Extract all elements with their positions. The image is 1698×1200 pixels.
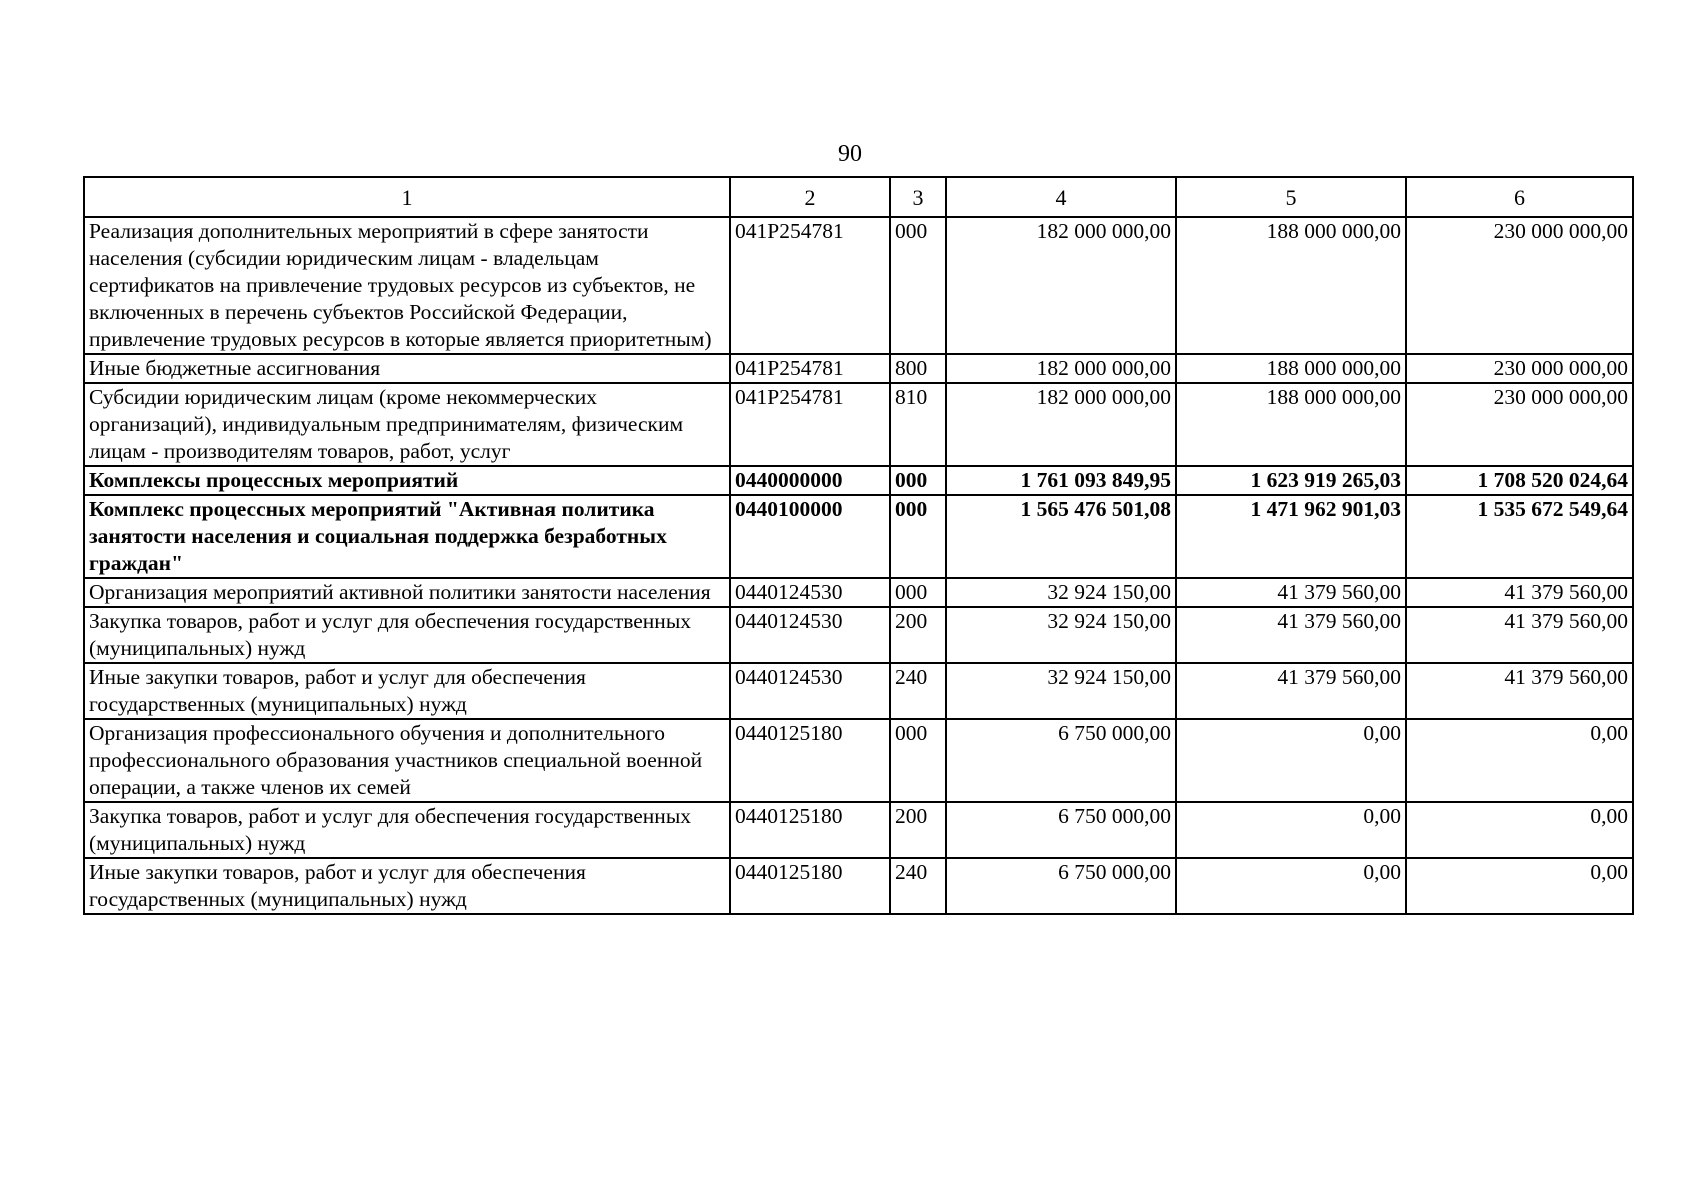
row-value-5: 41 379 560,00 bbox=[1176, 663, 1406, 719]
table-row bbox=[84, 495, 1633, 578]
row-name: Иные закупки товаров, работ и услуг для обеспечения государственных (муниципальных) нужд bbox=[84, 663, 730, 719]
row-name: Комплексы процессных мероприятий bbox=[84, 466, 730, 495]
row-name: Иные бюджетные ассигнования bbox=[84, 354, 730, 383]
row-value-6: 41 379 560,00 bbox=[1406, 578, 1633, 607]
column-header-1: 1 bbox=[84, 177, 730, 217]
row-value-5: 0,00 bbox=[1176, 719, 1406, 802]
table-row bbox=[84, 383, 1633, 466]
row-kvr: 200 bbox=[890, 802, 946, 858]
row-code: 0440125180 bbox=[730, 802, 890, 858]
row-kvr: 200 bbox=[890, 607, 946, 663]
table-row bbox=[84, 354, 1633, 383]
row-kvr: 800 bbox=[890, 354, 946, 383]
row-value-4: 32 924 150,00 bbox=[946, 607, 1176, 663]
row-value-6: 230 000 000,00 bbox=[1406, 217, 1633, 354]
row-value-5: 1 471 962 901,03 bbox=[1176, 495, 1406, 578]
row-value-5: 41 379 560,00 bbox=[1176, 607, 1406, 663]
row-value-4: 6 750 000,00 bbox=[946, 858, 1176, 914]
row-kvr: 240 bbox=[890, 663, 946, 719]
budget-table bbox=[83, 176, 1634, 915]
row-code: 0440125180 bbox=[730, 858, 890, 914]
row-value-6: 41 379 560,00 bbox=[1406, 607, 1633, 663]
row-name: Реализация дополнительных мероприятий в сфере занятости населения (субсидии юридическим лицам - владельцам сертификатов на привлечение трудовых ресурсов из субъектов, не включенных в перечень субъектов Российской Федерации, привлечение трудовых ресурсов в которые является приоритетным) bbox=[84, 217, 730, 354]
column-header-2: 2 bbox=[730, 177, 890, 217]
row-value-4: 1 761 093 849,95 bbox=[946, 466, 1176, 495]
row-kvr: 000 bbox=[890, 495, 946, 578]
row-name: Иные закупки товаров, работ и услуг для обеспечения государственных (муниципальных) нужд bbox=[84, 858, 730, 914]
row-code: 041P254781 bbox=[730, 383, 890, 466]
page-number: 90 bbox=[838, 141, 862, 167]
table-row bbox=[84, 607, 1633, 663]
column-header-3: 3 bbox=[890, 177, 946, 217]
row-value-6: 230 000 000,00 bbox=[1406, 354, 1633, 383]
row-value-6: 230 000 000,00 bbox=[1406, 383, 1633, 466]
row-value-4: 1 565 476 501,08 bbox=[946, 495, 1176, 578]
row-value-4: 6 750 000,00 bbox=[946, 719, 1176, 802]
row-code: 0440124530 bbox=[730, 663, 890, 719]
table-row bbox=[84, 802, 1633, 858]
row-value-5: 0,00 bbox=[1176, 802, 1406, 858]
table-row bbox=[84, 217, 1633, 354]
row-kvr: 000 bbox=[890, 217, 946, 354]
column-header-4: 4 bbox=[946, 177, 1176, 217]
table-row bbox=[84, 719, 1633, 802]
column-header-5: 5 bbox=[1176, 177, 1406, 217]
row-value-5: 0,00 bbox=[1176, 858, 1406, 914]
row-value-4: 182 000 000,00 bbox=[946, 354, 1176, 383]
row-value-5: 41 379 560,00 bbox=[1176, 578, 1406, 607]
row-value-6: 0,00 bbox=[1406, 858, 1633, 914]
row-name: Организация мероприятий активной политики занятости населения bbox=[84, 578, 730, 607]
row-value-6: 1 535 672 549,64 bbox=[1406, 495, 1633, 578]
row-value-5: 188 000 000,00 bbox=[1176, 217, 1406, 354]
row-code: 0440100000 bbox=[730, 495, 890, 578]
row-name: Комплекс процессных мероприятий "Активная политика занятости населения и социальная поддержка безработных граждан" bbox=[84, 495, 730, 578]
row-kvr: 000 bbox=[890, 719, 946, 802]
row-value-6: 41 379 560,00 bbox=[1406, 663, 1633, 719]
row-name: Закупка товаров, работ и услуг для обеспечения государственных (муниципальных) нужд bbox=[84, 607, 730, 663]
row-name: Закупка товаров, работ и услуг для обеспечения государственных (муниципальных) нужд bbox=[84, 802, 730, 858]
row-kvr: 000 bbox=[890, 466, 946, 495]
row-code: 0440125180 bbox=[730, 719, 890, 802]
table-row bbox=[84, 858, 1633, 914]
row-code: 0440124530 bbox=[730, 607, 890, 663]
row-value-6: 0,00 bbox=[1406, 719, 1633, 802]
row-code: 041P254781 bbox=[730, 217, 890, 354]
row-value-5: 188 000 000,00 bbox=[1176, 354, 1406, 383]
table-row bbox=[84, 663, 1633, 719]
row-value-4: 32 924 150,00 bbox=[946, 663, 1176, 719]
row-value-5: 188 000 000,00 bbox=[1176, 383, 1406, 466]
row-code: 041P254781 bbox=[730, 354, 890, 383]
row-name: Организация профессионального обучения и дополнительного профессионального образования участников специальной военной операции, а также членов их семей bbox=[84, 719, 730, 802]
row-code: 0440000000 bbox=[730, 466, 890, 495]
row-code: 0440124530 bbox=[730, 578, 890, 607]
row-value-4: 6 750 000,00 bbox=[946, 802, 1176, 858]
column-header-6: 6 bbox=[1406, 177, 1633, 217]
row-value-4: 32 924 150,00 bbox=[946, 578, 1176, 607]
table-body bbox=[84, 217, 1633, 914]
table-row bbox=[84, 466, 1633, 495]
row-name: Субсидии юридическим лицам (кроме некоммерческих организаций), индивидуальным предпринимателям, физическим лицам - производителям товаров, работ, услуг bbox=[84, 383, 730, 466]
row-value-5: 1 623 919 265,03 bbox=[1176, 466, 1406, 495]
row-kvr: 000 bbox=[890, 578, 946, 607]
table-header-row bbox=[84, 177, 1633, 217]
row-kvr: 810 bbox=[890, 383, 946, 466]
row-value-4: 182 000 000,00 bbox=[946, 383, 1176, 466]
row-value-4: 182 000 000,00 bbox=[946, 217, 1176, 354]
row-kvr: 240 bbox=[890, 858, 946, 914]
table-row bbox=[84, 578, 1633, 607]
row-value-6: 0,00 bbox=[1406, 802, 1633, 858]
row-value-6: 1 708 520 024,64 bbox=[1406, 466, 1633, 495]
